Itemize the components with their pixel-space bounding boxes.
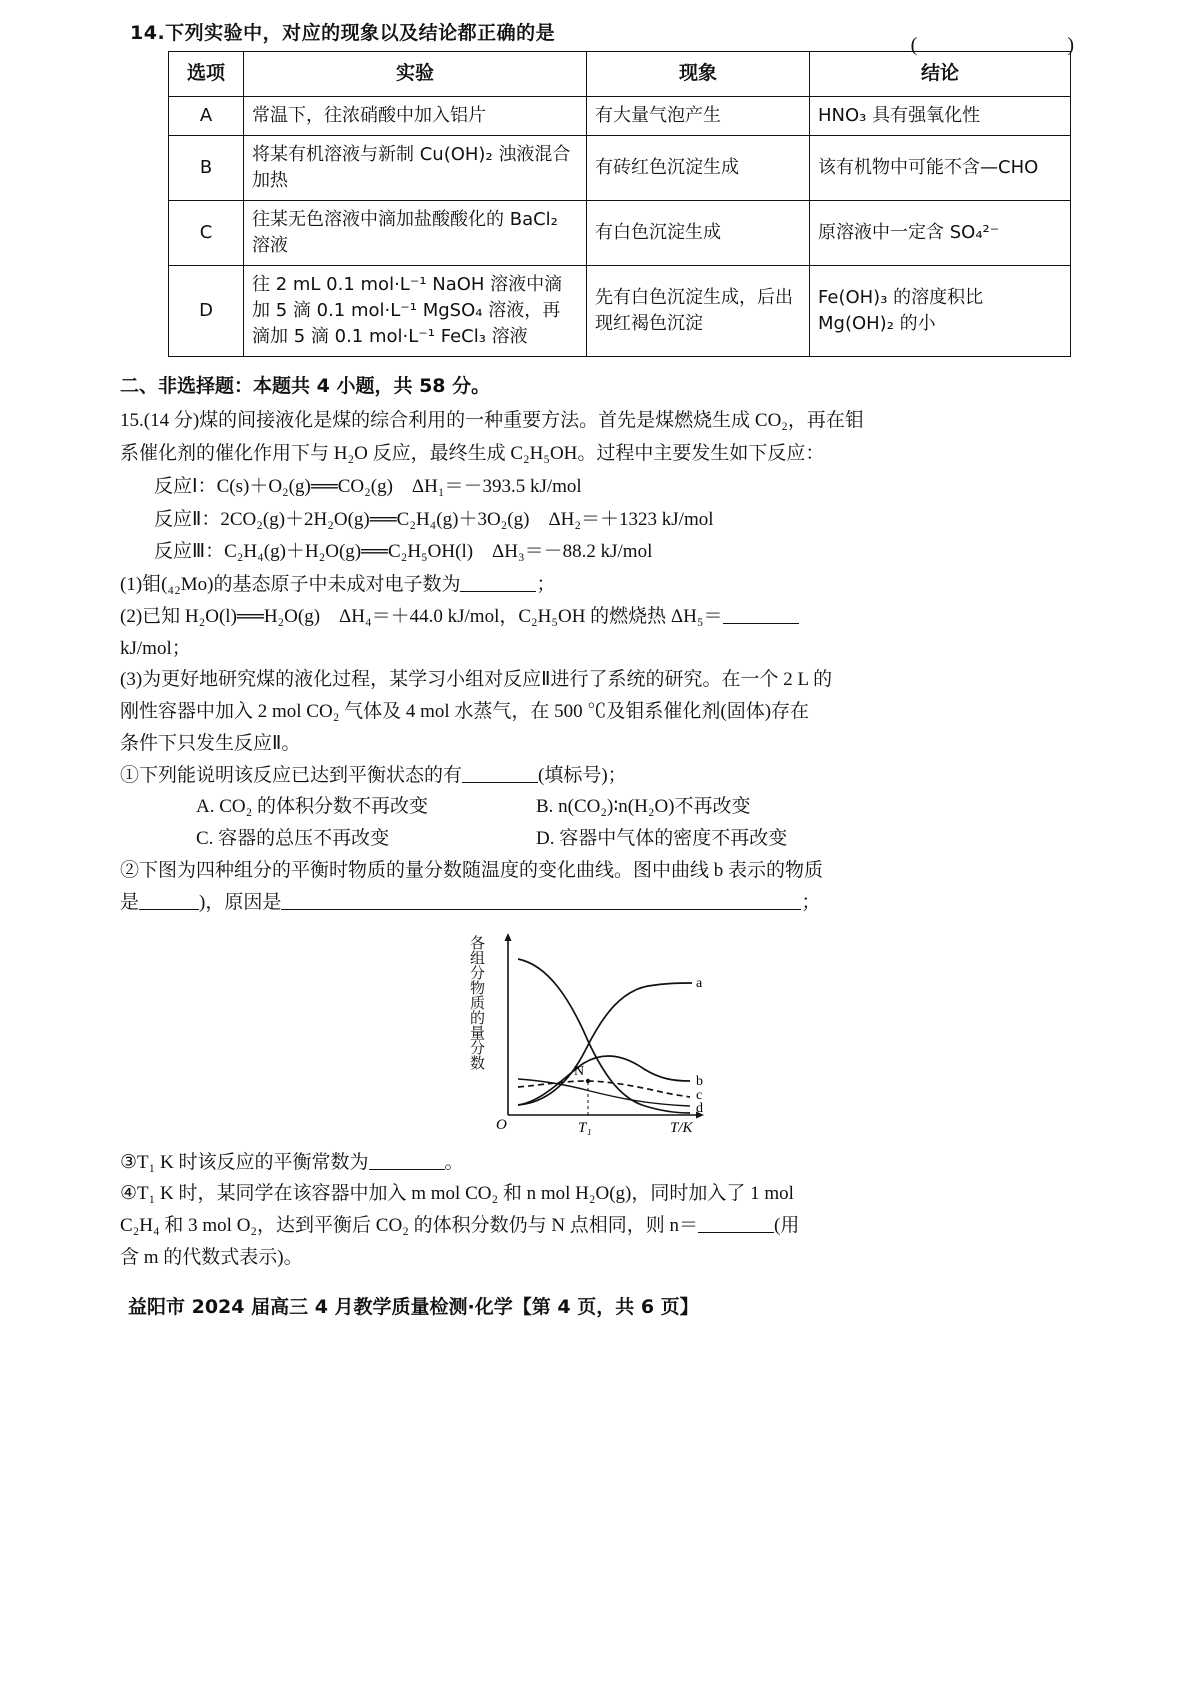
q15-sub3-tail: 。 [444, 1151, 464, 1173]
q15-sub2-tail: ； [801, 891, 821, 913]
exam-page [120, 18, 1100, 1319]
label-c: c [696, 1087, 703, 1103]
q14-block [120, 18, 1100, 357]
equilibrium-chart [120, 929, 1080, 1144]
q15-item-1 [120, 570, 1080, 601]
label-x-axis: T/K [670, 1119, 693, 1136]
cell-conclusion-d: Fe(OH)₃ 的溶度积比 Mg(OH)₂ 的小 [810, 266, 1071, 357]
cell-option-b: B [169, 135, 244, 200]
label-n: N [574, 1063, 585, 1079]
cell-option-c: C [169, 200, 244, 265]
choice-c[interactable]: C. 容器的总压不再改变 [196, 828, 390, 850]
q15-sub-2-line1: ②下图为四种组分的平衡时物质的量分数随温度的变化曲线。图中曲线 b 表示的物质 [120, 860, 824, 882]
q15-sub4-pre: C₂H₄ 和 3 mol O₂，达到平衡后 CO₂ 的体积分数仍与 N 点相同，则 n＝ [120, 1215, 699, 1237]
y-axis-arrow [505, 933, 512, 941]
th-experiment: 实验 [244, 52, 587, 97]
table-header-row [169, 52, 1071, 97]
q15-lead-line2: 系催化剂的催化作用下与 H₂O 反应，最终生成 C₂H₅OH。过程中主要发生如下反应： [120, 443, 825, 465]
answer-blank[interactable] [281, 892, 801, 910]
q15-choices-row-2 [196, 824, 1080, 855]
answer-blank[interactable] [139, 892, 199, 910]
cell-phenomenon-c: 有白色沉淀生成 [587, 200, 810, 265]
q15-item1-text: (1)钼(₄₂Mo)的基态原子中未成对电子数为 [120, 574, 461, 596]
q15-sub-3 [120, 1148, 1080, 1179]
cell-conclusion-a: HNO₃ 具有强氧化性 [810, 96, 1071, 135]
q15-item-2 [120, 602, 1080, 633]
answer-blank[interactable] [369, 1152, 445, 1170]
cell-conclusion-b: 该有机物中可能不含—CHO [810, 135, 1071, 200]
choice-d[interactable]: D. 容器中气体的密度不再改变 [536, 828, 788, 850]
cell-experiment-b: 将某有机溶液与新制 Cu(OH)₂ 浊液混合加热 [244, 135, 587, 200]
chart-y-axis-label: 各组分物质的量分数 [468, 934, 486, 1070]
cell-option-d: D [169, 266, 244, 357]
label-a: a [696, 975, 703, 991]
q15-sub2-mid: )，原因是 [199, 891, 282, 913]
q14-number: 14. [130, 22, 166, 44]
table-row [169, 135, 1071, 200]
reaction-1: 反应Ⅰ：C(s)＋O₂(g)══CO₂(g) ΔH₁＝－393.5 kJ/mol [154, 475, 582, 497]
q15-sub3-text: ③T₁ K 时该反应的平衡常数为 [120, 1151, 369, 1173]
q15-block [120, 406, 1080, 1273]
q15-choices-row-1 [196, 792, 1080, 823]
chart-svg [470, 929, 730, 1144]
table-row [169, 266, 1071, 357]
section-two-heading: 二、非选择题：本题共 4 小题，共 58 分。 [120, 375, 491, 398]
th-conclusion: 结论 [810, 52, 1071, 97]
answer-blank[interactable] [460, 574, 536, 592]
choice-b[interactable]: B. n(CO₂)∶n(H₂O)不再改变 [536, 796, 751, 818]
label-b: b [696, 1073, 703, 1089]
label-origin: O [496, 1116, 507, 1133]
curve-a [518, 983, 692, 1105]
q14-stem-text: 下列实验中，对应的现象以及结论都正确的是 [165, 22, 556, 44]
answer-blank[interactable] [462, 765, 538, 783]
table-row [169, 200, 1071, 265]
cell-experiment-a: 常温下，往浓硝酸中加入铝片 [244, 96, 587, 135]
q15-sub-4-line1: ④T₁ K 时，某同学在该容器中加入 m mol CO₂ 和 n mol H₂O(g)，同时加入了 1 mol [120, 1183, 794, 1205]
q15-sub1-tail: (填标号)； [538, 764, 627, 786]
q15-sub2-pre: 是 [120, 891, 140, 913]
label-t1: T₁ [578, 1119, 592, 1136]
experiment-table [168, 51, 1071, 357]
reaction-2: 反应Ⅱ：2CO₂(g)＋2H₂O(g)══C₂H₄(g)＋3O₂(g) ΔH₂＝＋1323 kJ/mol [154, 508, 714, 530]
choice-a[interactable]: A. CO₂ 的体积分数不再改变 [196, 796, 428, 818]
q15-item1-tail: ； [536, 574, 556, 596]
table-row [169, 96, 1071, 135]
q15-sub-2-line2 [120, 888, 1080, 919]
q15-sub-4-line2 [120, 1211, 1080, 1242]
q15-item-3-line3: 条件下只发生反应Ⅱ。 [120, 732, 301, 754]
label-d: d [696, 1100, 703, 1116]
point-n [586, 1078, 590, 1082]
cell-option-a: A [169, 96, 244, 135]
answer-blank[interactable] [723, 606, 799, 624]
chart-area [470, 929, 730, 1144]
q15-lead-line1 [120, 406, 1080, 437]
q15-sub-4-line3: 含 m 的代数式表示)。 [120, 1246, 303, 1268]
cell-phenomenon-a: 有大量气泡产生 [587, 96, 810, 135]
cell-experiment-d: 往 2 mL 0.1 mol·L⁻¹ NaOH 溶液中滴加 5 滴 0.1 mol·L⁻¹ MgSO₄ 溶液，再滴加 5 滴 0.1 mol·L⁻¹ FeCl₃ 溶液 [244, 266, 587, 357]
q14-answer-parens: ( ) [910, 34, 1100, 56]
page-footer: 益阳市 2024 届高三 4 月教学质量检测·化学【第 4 页，共 6 页】 [128, 1295, 699, 1318]
cell-phenomenon-d: 先有白色沉淀生成，后出现红褐色沉淀 [587, 266, 810, 357]
q15-score: (14 分) [143, 410, 200, 432]
q15-number: 15. [120, 410, 144, 432]
cell-conclusion-c: 原溶液中一定含 SO₄²⁻ [810, 200, 1071, 265]
curve-d-tail [518, 1079, 690, 1106]
q15-sub4-tail: (用 [774, 1215, 800, 1237]
q15-item2-text: (2)已知 H₂O(l)══H₂O(g) ΔH₄＝＋44.0 kJ/mol，C₂H₅OH 的燃烧热 ΔH₅＝ [120, 605, 723, 627]
cell-phenomenon-b: 有砖红色沉淀生成 [587, 135, 810, 200]
q15-sub1-text: ①下列能说明该反应已达到平衡状态的有 [120, 764, 463, 786]
q15-item2-unit: kJ/mol； [120, 637, 191, 659]
q15-item-3-line2: 刚性容器中加入 2 mol CO₂ 气体及 4 mol 水蒸气，在 500 ℃及钼系催化剂(固体)存在 [120, 701, 810, 723]
q15-lead-text1: 煤的间接液化是煤的综合利用的一种重要方法。首先是煤燃烧生成 CO₂，再在钼 [199, 410, 864, 432]
reaction-3: 反应Ⅲ：C₂H₄(g)＋H₂O(g)══C₂H₅OH(l) ΔH₃＝－88.2 kJ/mol [154, 541, 653, 563]
th-phenomenon: 现象 [587, 52, 810, 97]
answer-blank[interactable] [698, 1215, 774, 1233]
curve-d [518, 959, 690, 1113]
q15-sub-1 [120, 761, 1080, 792]
q15-item-3-line1: (3)为更好地研究煤的液化过程，某学习小组对反应Ⅱ进行了系统的研究。在一个 2 L 的 [120, 669, 833, 691]
th-option: 选项 [169, 52, 244, 97]
cell-experiment-c: 往某无色溶液中滴加盐酸酸化的 BaCl₂ 溶液 [244, 200, 587, 265]
